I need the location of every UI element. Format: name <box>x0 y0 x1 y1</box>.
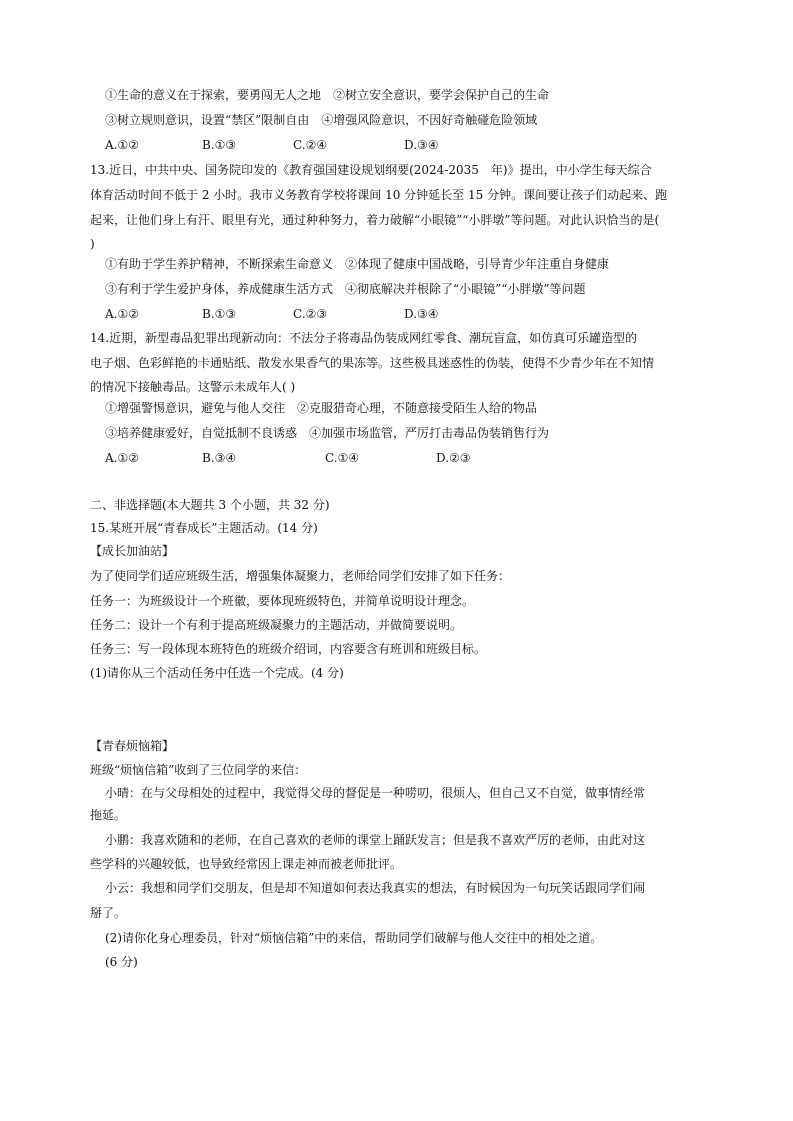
subsection-intro-worries: 班级“烦恼信箱”收到了三位同学的来信： <box>90 763 307 777</box>
letter-xiaoyun-line-2: 掰了。 <box>90 906 127 920</box>
q13-option-c: C.②③ <box>293 307 328 321</box>
section-heading: 二、非选择题(本大题共 3 个小题，共 32 分) <box>90 498 330 512</box>
q14-stem-line-1: 14.近期，新型毒品犯罪出现新动向：不法分子将毒品伪装成网红零食、潮玩盲盒，如仿真可乐罐造型的 <box>90 331 638 345</box>
q15-stem: 15.某班开展“青春成长”主题活动。(14 分) <box>90 521 318 535</box>
q12-choice-line-1: ①生命的意义在于探索，要勇闯无人之地 ②树立安全意识，要学会保护自己的生命 <box>105 88 550 102</box>
q13-stem-line-3: 起来，让他们身上有汗、眼里有光，通过种种努力，着力破解“小眼镜”“小胖墩”等问题。对此认识恰当的是( <box>90 213 660 227</box>
q15-part-2-score: (6 分) <box>105 955 138 969</box>
q13-stem-line-1: 13.近日，中共中央、国务院印发的《教育强国建设规划纲要(2024-2035 年)》提出，中小学生每天综合 <box>90 163 652 177</box>
q12-option-a: A.①② <box>105 138 139 152</box>
q14-option-a: A.①② <box>105 451 139 465</box>
q14-options <box>105 450 705 466</box>
q13-option-a: A.①② <box>105 307 139 321</box>
task-3: 任务三：写一段体现本班特色的班级介绍词，内容要含有班训和班级目标。 <box>90 642 487 656</box>
letter-xiaoqing-line-2: 拖延。 <box>90 808 127 822</box>
subsection-title-growth: 【成长加油站】 <box>90 544 175 558</box>
task-2: 任务二：设计一个有利于提高班级凝聚力的主题活动，并做简要说明。 <box>90 618 463 632</box>
q14-choice-line-1: ①增强警惕意识，避免与他人交往 ②克服猎奇心理，不随意接受陌生人给的物品 <box>105 401 538 415</box>
subsection-intro-growth: 为了使同学们适应班级生活，增强集体凝聚力，老师给同学们安排了如下任务： <box>90 569 511 583</box>
q12-option-c: C.②④ <box>293 138 328 152</box>
letter-xiaopeng-line-2: 些学科的兴趣较低，也导致经常因上课走神而被老师批评。 <box>90 857 403 871</box>
q15-part-2: (2)请你化身心理委员，针对“烦恼信箱”中的来信，帮助同学们破解与他人交往中的相处之道。 <box>105 931 603 945</box>
letter-xiaoqing-line-1: 小晴：在与父母相处的过程中，我觉得父母的督促是一种唠叨，很烦人，但自己又不自觉，做事情经常 <box>105 786 646 800</box>
q12-choice-line-2: ③树立规则意识，设置“禁区”限制自由 ④增强风险意识，不因好奇触碰危险领域 <box>105 113 538 127</box>
q14-option-d: D.②③ <box>436 451 471 465</box>
q14-option-c: C.①④ <box>325 451 360 465</box>
q12-option-b: B.①③ <box>202 138 237 152</box>
subsection-title-worries: 【青春烦恼箱】 <box>90 739 175 753</box>
q12-options <box>105 137 705 153</box>
q13-stem-line-4: ) <box>90 237 95 251</box>
q12-option-d: D.③④ <box>404 138 439 152</box>
letter-xiaoyun-line-1: 小云：我想和同学们交朋友，但是却不知道如何表达我真实的想法，有时候因为一句玩笑话跟同学们闹 <box>105 881 646 895</box>
task-1: 任务一：为班级设计一个班徽，要体现班级特色，并简单说明设计理念。 <box>90 594 475 608</box>
letter-xiaopeng-line-1: 小鹏：我喜欢随和的老师，在自己喜欢的老师的课堂上踊跃发言；但是我不喜欢严厉的老师，由此对这 <box>105 833 646 847</box>
q13-options <box>105 306 705 322</box>
q13-option-b: B.①③ <box>202 307 237 321</box>
q14-option-b: B.③④ <box>202 451 237 465</box>
q13-choice-line-2: ③有利于学生爱护身体，养成健康生活方式 ④彻底解决并根除了“小眼镜”“小胖墩”等问题 <box>105 282 586 296</box>
q14-choice-line-2: ③培养健康爱好，自觉抵制不良诱惑 ④加强市场监管，严厉打击毒品伪装销售行为 <box>105 426 550 440</box>
q13-choice-line-1: ①有助于学生养护精神，不断探索生命意义 ②体现了健康中国战略，引导青少年注重自身健康 <box>105 257 610 271</box>
q13-option-d: D.③④ <box>404 307 439 321</box>
q14-stem-line-2: 电子烟、色彩鲜艳的卡通贴纸、散发水果香气的果冻等。这些极具迷惑性的伪装，使得不少青少年在不知情 <box>90 356 655 370</box>
q13-stem-line-2: 体育活动时间不低于 2 小时。我市义务教育学校将课间 10 分钟延长至 15 分钟。课间要让孩子们动起来、跑 <box>90 188 668 202</box>
q14-stem-line-3: 的情况下接触毒品。这警示未成年人( ) <box>90 380 296 394</box>
q15-part-1: (1)请你从三个活动任务中任选一个完成。(4 分) <box>90 666 344 680</box>
